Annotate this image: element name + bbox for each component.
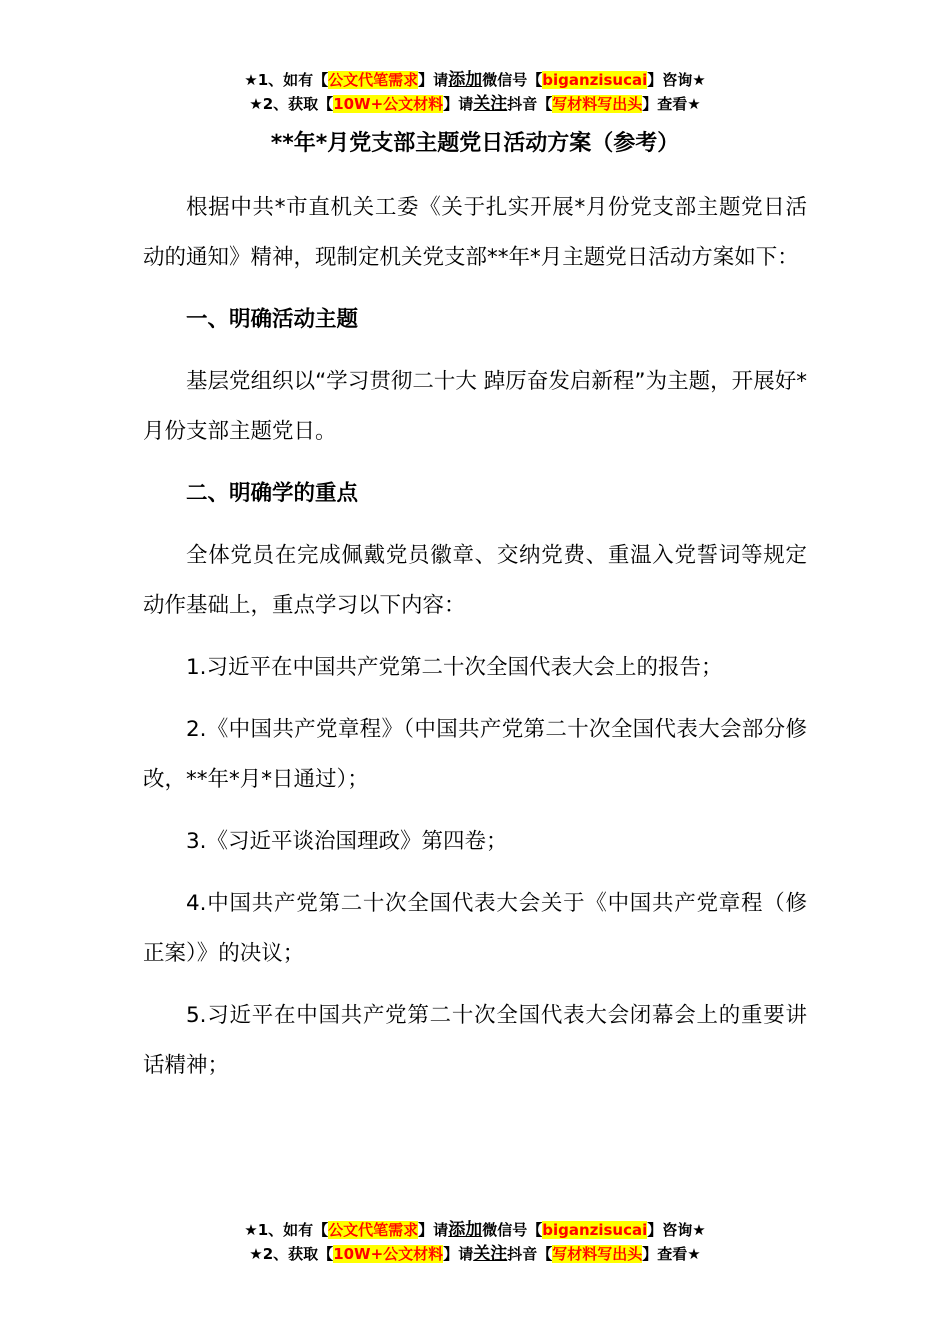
- banner-text: 】请: [418, 1221, 449, 1239]
- list-item: 1.习近平在中国共产党第二十次全国代表大会上的报告；: [186, 655, 723, 680]
- banner-text: 】请: [443, 1245, 474, 1263]
- list-item: 4.中国共产党第二十次全国代表大会关于《中国共产党章程（修正案）》的决议；: [143, 891, 807, 966]
- emphasis-text: 添加: [448, 1220, 483, 1240]
- star-icon: ★: [692, 71, 706, 89]
- banner-text: 】查看: [642, 1245, 688, 1263]
- banner-text: 】请: [443, 95, 474, 113]
- star-icon: ★: [249, 1245, 263, 1263]
- emphasis-text: 添加: [448, 70, 483, 90]
- footer-banner: [0, 1218, 950, 1266]
- section-paragraph: 基层党组织以“学习贯彻二十大 踔厉奋发启新程”为主题，开展好*月份支部主题党日。: [143, 369, 807, 444]
- banner-text: 2、获取【: [262, 1245, 334, 1263]
- banner-text: 】请: [418, 71, 449, 89]
- section-heading: 一、明确活动主题: [186, 307, 359, 332]
- banner-line-1: [0, 1218, 950, 1242]
- banner-line-2: [0, 92, 950, 116]
- star-icon: ★: [687, 1245, 701, 1263]
- star-icon: ★: [244, 71, 258, 89]
- banner-text: 抖音【: [507, 1245, 553, 1263]
- section-paragraph: 全体党员在完成佩戴党员徽章、交纳党费、重温入党誓词等规定动作基础上，重点学习以下内容：: [143, 543, 807, 618]
- banner-text: 】咨询: [647, 1221, 693, 1239]
- document-title: **年*月党支部主题党日活动方案（参考）: [270, 131, 680, 156]
- banner-text: 抖音【: [507, 95, 553, 113]
- douyin-account: 写材料写出头: [552, 1245, 643, 1263]
- list-item: 3.《习近平谈治国理政》第四卷；: [186, 829, 508, 854]
- banner-text: 】咨询: [647, 71, 693, 89]
- highlight-text: 公文代笔需求: [328, 71, 419, 89]
- star-icon: ★: [692, 1221, 706, 1239]
- star-icon: ★: [249, 95, 263, 113]
- banner-line-2: [0, 1242, 950, 1266]
- star-icon: ★: [244, 1221, 258, 1239]
- banner-text: 1、如有【: [257, 71, 329, 89]
- wechat-id: biganzisucai: [542, 1221, 648, 1239]
- emphasis-text: 关注: [473, 1244, 508, 1264]
- header-banner: [0, 68, 950, 116]
- banner-text: 2、获取【: [262, 95, 334, 113]
- emphasis-text: 关注: [473, 94, 508, 114]
- banner-text: 微信号【: [482, 1221, 543, 1239]
- section-heading: 二、明确学的重点: [186, 481, 359, 506]
- star-icon: ★: [687, 95, 701, 113]
- banner-text: 1、如有【: [257, 1221, 329, 1239]
- highlight-text: 公文代笔需求: [328, 1221, 419, 1239]
- document-body: [143, 183, 807, 1103]
- douyin-account: 写材料写出头: [552, 95, 643, 113]
- banner-text: 微信号【: [482, 71, 543, 89]
- list-item: 5.习近平在中国共产党第二十次全国代表大会闭幕会上的重要讲话精神；: [143, 1003, 807, 1078]
- list-item: 2.《中国共产党章程》（中国共产党第二十次全国代表大会部分修改，**年*月*日通过）；: [143, 717, 807, 792]
- intro-paragraph: 根据中共*市直机关工委《关于扎实开展*月份党支部主题党日活动的通知》精神，现制定机关党支部**年*月主题党日活动方案如下：: [143, 195, 807, 270]
- highlight-text: 10W+公文材料: [333, 1245, 444, 1263]
- banner-text: 】查看: [642, 95, 688, 113]
- highlight-text: 10W+公文材料: [333, 95, 444, 113]
- wechat-id: biganzisucai: [542, 71, 648, 89]
- banner-line-1: [0, 68, 950, 92]
